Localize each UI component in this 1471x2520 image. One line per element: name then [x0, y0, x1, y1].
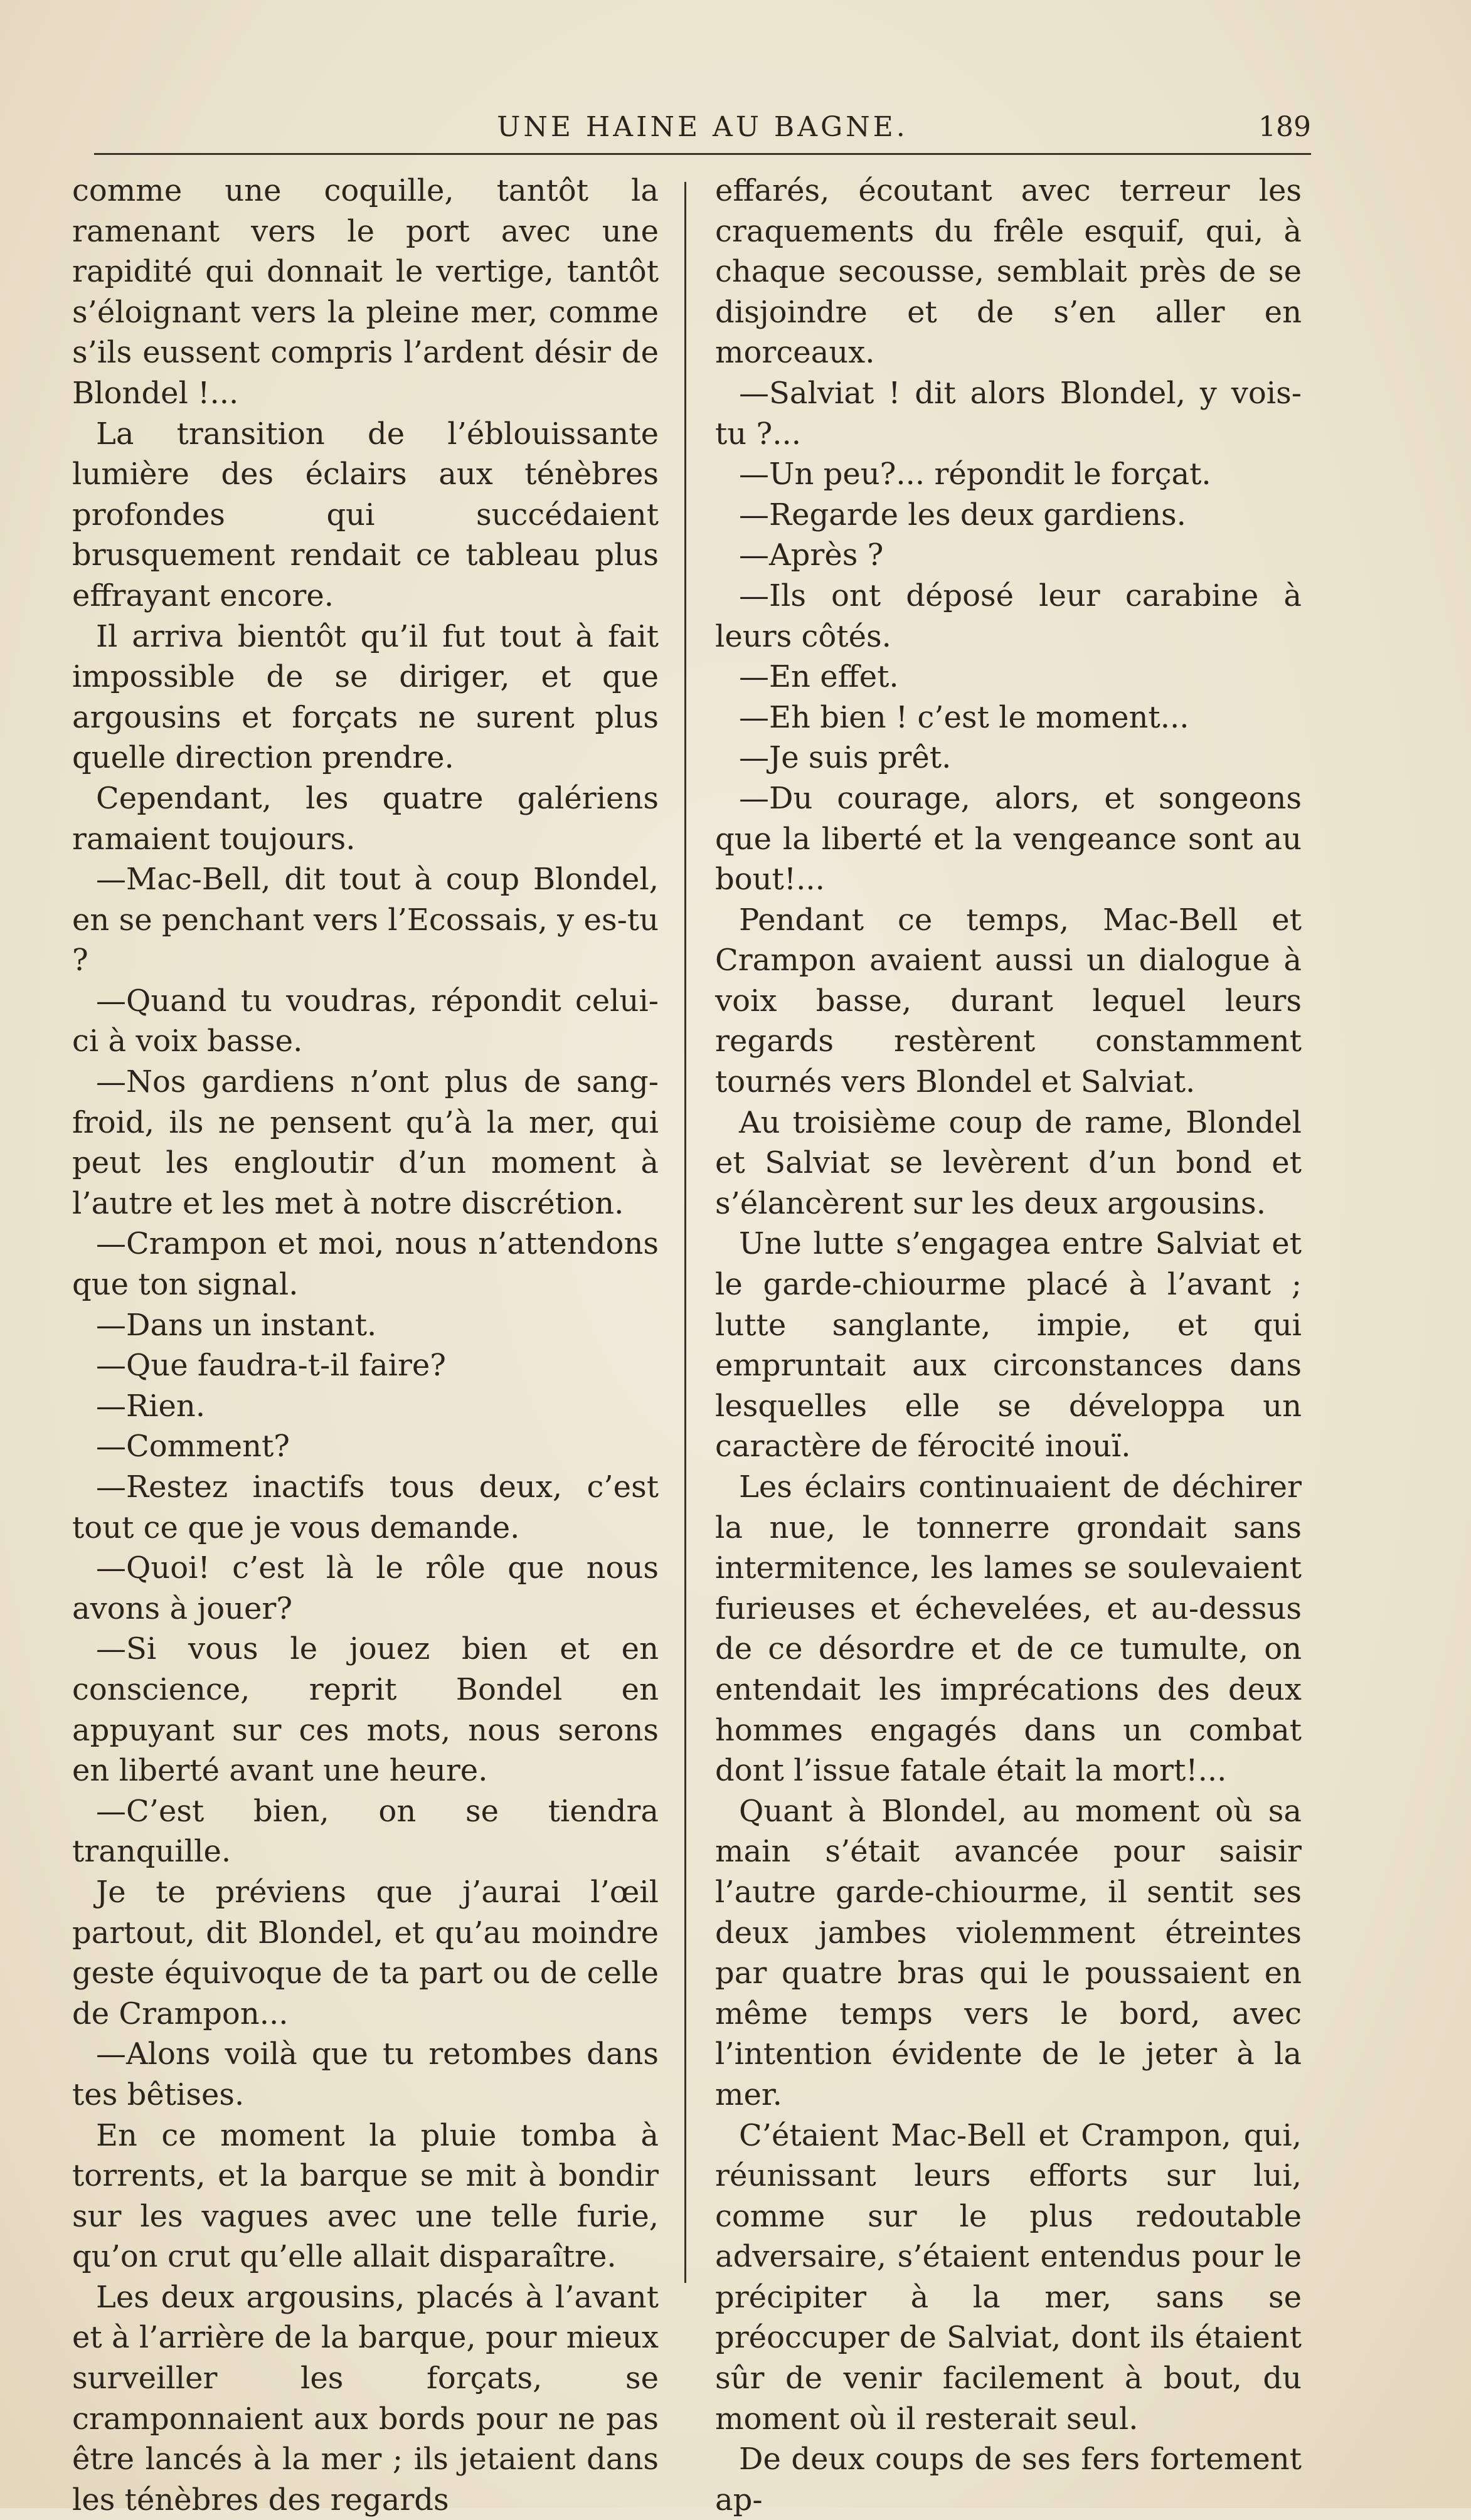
paragraph: Quant à Blondel, au moment où sa main s’était avancée pour saisir l’autre garde-chiourme, il sentit ses deux jambes violemment étreintes par quatre bras qui le poussaient en même temps vers le bord, avec l’intention évidente de le jeter à la mer. — [715, 1793, 1302, 2112]
header-rule — [94, 153, 1311, 155]
paragraph: —C’est bien, on se tiendra tranquille. — [72, 1793, 659, 1870]
paragraph: —Si vous le jouez bien et en conscience, reprit Bondel en appuyant sur ces mots, nous serons en liberté avant une heure. — [72, 1631, 659, 1789]
paragraph: —En effet. — [739, 659, 899, 695]
paragraph: —Salviat ! dit alors Blondel, y vois-tu ?... — [715, 375, 1302, 452]
paragraph: Cependant, les quatre galériens ramaient toujours. — [72, 780, 659, 857]
paragraph: —Je suis prêt. — [739, 740, 952, 776]
paragraph: —Comment? — [96, 1429, 290, 1464]
paragraph: —Mac-Bell, dit tout à coup Blondel, en se penchant vers l’Ecossais, y es-tu ? — [72, 862, 659, 978]
paragraph: —Crampon et moi, nous n’attendons que ton signal. — [72, 1226, 659, 1303]
paragraph: —Restez inactifs tous deux, c’est tout ce que je vous demande. — [72, 1469, 659, 1545]
paragraph: Pendant ce temps, Mac-Bell et Crampon avaient aussi un dialogue à voix basse, durant lequel leurs regards restèrent constamment tournés vers Blondel et Salviat. — [715, 902, 1302, 1100]
paragraph: Il arriva bientôt qu’il fut tout à fait impossible de se diriger, et que argousins et forçats ne surent plus quelle direction prendre. — [72, 618, 659, 776]
column-divider — [684, 182, 686, 2283]
paragraph: Les deux argousins, placés à l’avant et à l’arrière de la barque, pour mieux surveiller les forçats, se cramponnaient aux bords pour ne pas être lancés à la mer ; ils jetaient dans les ténèbres des regards — [72, 2279, 659, 2517]
paragraph: —Quoi! c’est là le rôle que nous avons à jouer? — [72, 1550, 659, 1626]
left-column — [72, 171, 659, 2520]
paragraph: —Alons voilà que tu retombes dans tes bêtises. — [72, 2036, 659, 2112]
paragraph: —Eh bien ! c’est le moment... — [739, 699, 1189, 735]
paragraph: Je te préviens que j’aurai l’œil partout, dit Blondel, et qu’au moindre geste équivoque de ta part ou de celle de Crampon... — [72, 1874, 659, 2031]
paragraph: —Un peu?... répondit le forçat. — [739, 457, 1211, 492]
paragraph: Les éclairs continuaient de déchirer la nue, le tonnerre grondait sans intermitence, les lames se soulevaient furieuses et échevelées, et au-dessus de ce désordre et de ce tumulte, on entendait les imprécations des deux hommes engagés dans un combat dont l’issue fatale était la mort!... — [715, 1469, 1302, 1789]
page-number: 189 — [1258, 111, 1311, 143]
paragraph: —Rien. — [96, 1388, 206, 1424]
paragraph: —Nos gardiens n’ont plus de sang-froid, ils ne pensent qu’à la mer, qui peut les engloutir d’un moment à l’autre et les met à notre discrétion. — [72, 1064, 659, 1221]
paragraph: Au troisième coup de rame, Blondel et Salviat se levèrent d’un bond et s’élancèrent sur les deux argousins. — [715, 1104, 1302, 1221]
paragraph: effarés, écoutant avec terreur les craquements du frêle esquif, qui, à chaque secousse, semblait près de se disjoindre et de s’en aller en morceaux. — [715, 173, 1302, 371]
paragraph: —Dans un instant. — [96, 1307, 377, 1343]
paragraph: —Regarde les deux gardiens. — [739, 497, 1186, 532]
paragraph: —Que faudra-t-il faire? — [96, 1348, 447, 1384]
paragraph: —Quand tu voudras, répondit celui-ci à voix basse. — [72, 983, 659, 1059]
page-header — [94, 105, 1311, 156]
paragraph: —Ils ont déposé leur carabine à leurs côtés. — [715, 578, 1302, 654]
paragraph: —Du courage, alors, et songeons que la liberté et la vengeance sont au bout!... — [715, 780, 1302, 897]
paragraph: comme une coquille, tantôt la ramenant vers le port avec une rapidité qui donnait le vertige, tantôt s’éloignant vers la pleine mer, comme s’ils eussent compris l’ardent désir de Blondel !... — [72, 173, 659, 411]
paragraph: En ce moment la pluie tomba à torrents, et la barque se mit à bondir sur les vagues avec une telle furie, qu’on crut qu’elle allait disparaître. — [72, 2117, 659, 2275]
paragraph: Une lutte s’engagea entre Salviat et le garde-chiourme placé à l’avant ; lutte sanglante, impie, et qui empruntait aux circonstances dans lesquelles elle se développa un caractère de férocité inouï. — [715, 1226, 1302, 1464]
paragraph: La transition de l’éblouissante lumière des éclairs aux ténèbres profondes qui succédaient brusquement rendait ce tableau plus effrayant encore. — [72, 416, 659, 613]
paragraph: —Après ? — [739, 537, 884, 573]
running-title: UNE HAINE AU BAGNE. — [497, 111, 908, 143]
paragraph: De deux coups de ses fers fortement ap- — [715, 2442, 1302, 2517]
paragraph: C’étaient Mac-Bell et Crampon, qui, réunissant leurs efforts sur lui, comme sur le plus redoutable adversaire, s’étaient entendus pour le précipiter à la mer, sans se préoccuper de Salviat, dont ils étaient sûr de venir facilement à bout, du moment où il resterait seul. — [715, 2117, 1302, 2437]
right-column — [715, 171, 1302, 2520]
